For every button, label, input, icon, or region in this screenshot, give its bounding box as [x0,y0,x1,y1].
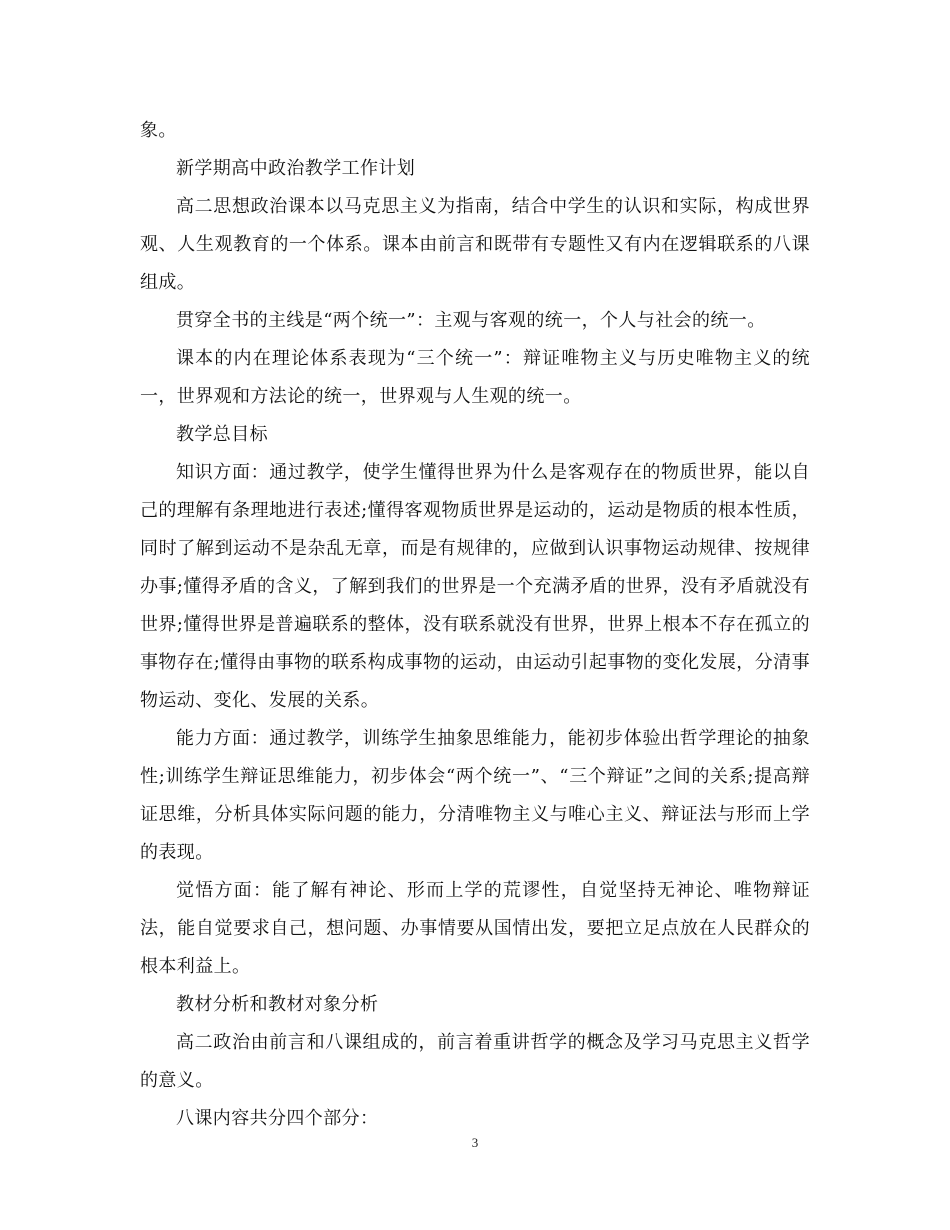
paragraph-material-structure: 高二政治由前言和八课组成的，前言着重讲哲学的概念及学习马克思主义哲学的意义。 [140,1032,810,1091]
paragraph-awareness-goals: 觉悟方面：能了解有神论、形而上学的荒谬性，自觉坚持无神论、唯物辩证法，能自觉要求自己，想问题、办事情要从国情出发，要把立足点放在人民群众的根本利益上。 [140,880,810,977]
paragraph-textbook-intro: 高二思想政治课本以马克思主义为指南，结合中学生的认识和实际，构成世界观、人生观教育的一个体系。课本由前言和既带有专题性又有内在逻辑联系的八课组成。 [140,196,810,293]
paragraph-ability-goals: 能力方面：通过教学，训练学生抽象思维能力，能初步体验出哲学理论的抽象性;训练学生辩证思维能力，初步体会“两个统一”、“三个辩证”之间的关系;提高辩证思维，分析具体实际问题的能力，分清唯物主义与唯心主义、辩证法与形而上学的表现。 [140,728,810,863]
paragraph-theory-system: 课本的内在理论体系表现为“三个统一”：辩证唯物主义与历史唯物主义的统一，世界观和方法论的统一，世界观与人生观的统一。 [140,348,810,407]
section-heading-plan-title: 新学期高中政治教学工作计划 [176,158,416,179]
document-body [140,112,810,1138]
paragraph-continuation: 象。 [140,120,177,141]
page-number: 3 [471,1135,479,1150]
paragraph-main-thread: 贯穿全书的主线是“两个统一”：主观与客观的统一，个人与社会的统一。 [176,310,766,331]
paragraph-knowledge-goals: 知识方面：通过教学，使学生懂得世界为什么是客观存在的物质世界，能以自己的理解有条理地进行表述;懂得客观物质世界是运动的，运动是物质的根本性质，同时了解到运动不是杂乱无章，而是有规律的，应做到认识事物运动规律、按规律办事;懂得矛盾的含义，了解到我们的世界是一个充满矛盾的世界，没有矛盾就没有世界;懂得世界是普遍联系的整体，没有联系就没有世界，世界上根本不存在孤立的事物存在;懂得由事物的联系构成事物的运动，由运动引起事物的变化发展，分清事物运动、变化、发展的关系。 [140,462,810,711]
paragraph-four-parts: 八课内容共分四个部分： [176,1108,379,1129]
section-heading-material-analysis: 教材分析和教材对象分析 [176,994,379,1015]
section-heading-teaching-goals: 教学总目标 [176,424,268,445]
